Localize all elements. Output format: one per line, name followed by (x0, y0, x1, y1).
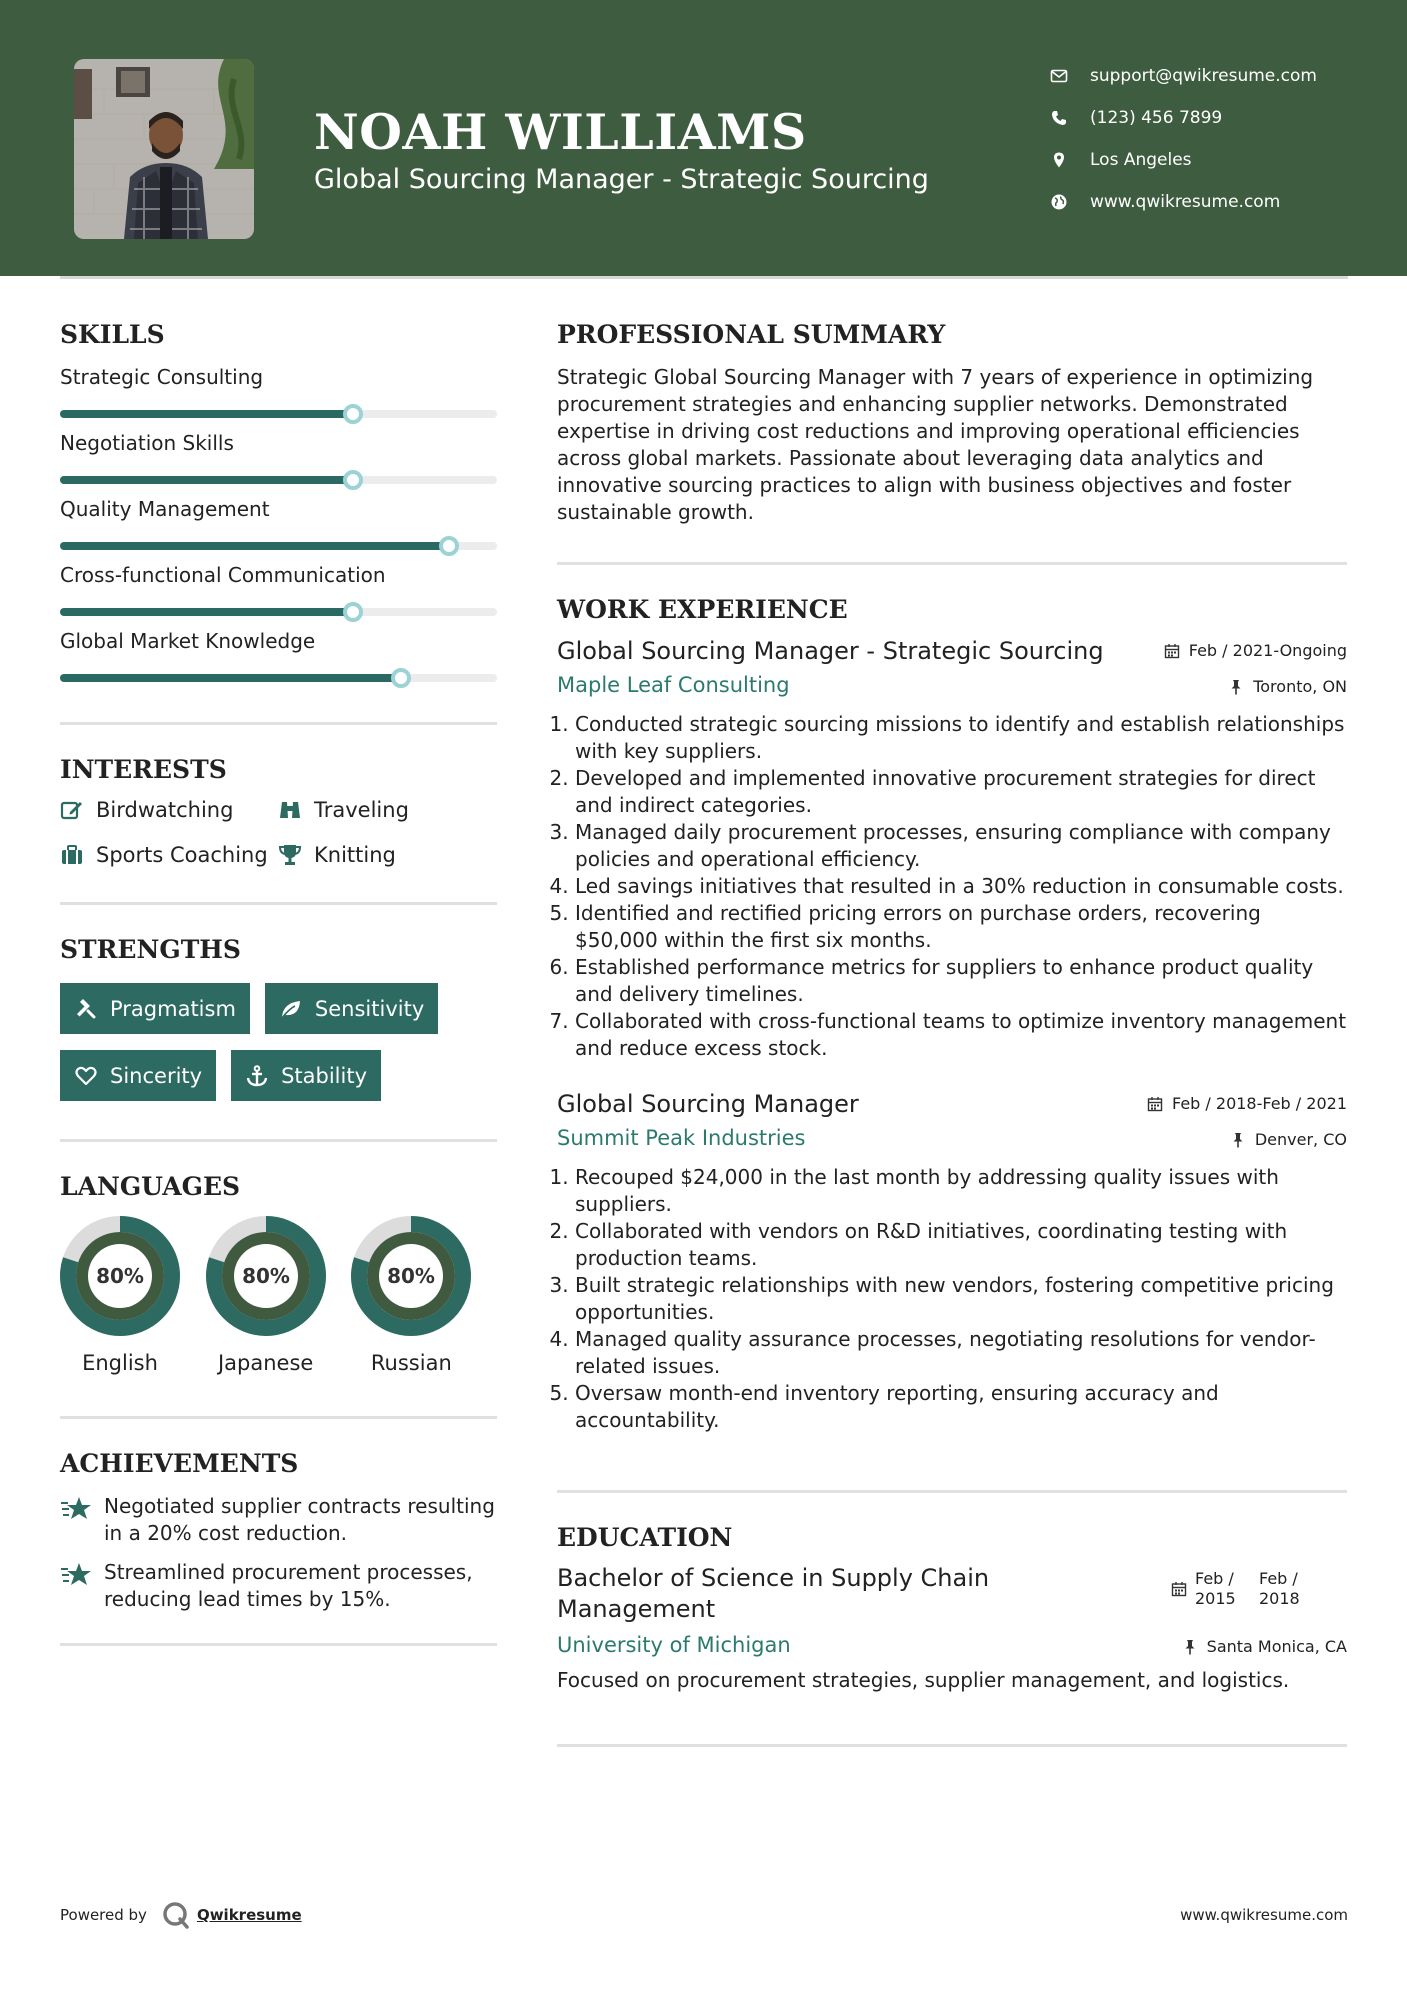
contact-location-text: Los Angeles (1090, 150, 1192, 170)
job-bullet: 1. Conducted strategic sourcing missions to identify and establish relationships with key suppliers. (575, 711, 1347, 765)
job-dates (1147, 1094, 1347, 1113)
leaf-icon (279, 997, 303, 1021)
contact-phone (1050, 97, 1380, 139)
language-item (206, 1216, 352, 1376)
strength-tag (60, 983, 250, 1034)
skills-list (60, 364, 497, 682)
skill-name: Negotiation Skills (60, 431, 234, 455)
job-location-text: Denver, CO (1254, 1130, 1347, 1149)
education-location-text: Santa Monica, CA (1206, 1637, 1347, 1656)
resume-header (0, 0, 1407, 276)
languages-list (60, 1216, 497, 1376)
language-name: Japanese (217, 1351, 314, 1375)
job-bullets (557, 1164, 1347, 1434)
header-divider (60, 276, 1348, 279)
calendar-icon (1164, 643, 1180, 659)
strengths-heading: STRENGTHS (60, 935, 241, 964)
skill-bar-fill (60, 410, 353, 418)
trophy-icon (278, 843, 302, 867)
skill-bar (60, 476, 497, 484)
strength-label: Pragmatism (110, 996, 236, 1021)
job-dates-text: Feb / 2021-Ongoing (1188, 641, 1347, 660)
job-bullet: 3. Built strategic relationships with new vendors, fostering competitive pricing opportunities. (575, 1272, 1347, 1326)
achievements-list (60, 1493, 497, 1613)
skill-name: Global Market Knowledge (60, 629, 316, 653)
interest-label: Knitting (314, 843, 396, 867)
job-location (1228, 677, 1347, 696)
job-bullet: 5. Oversaw month-end inventory reporting, ensuring accuracy and accountability. (575, 1380, 1347, 1434)
summary-text: Strategic Global Sourcing Manager with 7 years of experience in optimizing procurement strategies and enhancing supplier networks. Demonstrated expertise in driving cost reductions and improving operational efficiencies across global markets. Passionate about leveraging data analytics and innovative sourcing practices to align with business objectives and foster sustainable growth. (557, 365, 1314, 524)
qwikresume-link[interactable]: Qwikresume (196, 1906, 302, 1924)
education-end: Feb / 2018 (1259, 1569, 1300, 1608)
job-bullet: 7. Collaborated with cross-functional teams to optimize inventory management and reduce excess stock. (575, 1008, 1347, 1062)
job-bullet: 3. Managed daily procurement processes, ensuring compliance with company policies and operational efficiency. (575, 819, 1347, 873)
skill-name: Cross-functional Communication (60, 563, 386, 587)
section-divider (557, 562, 1347, 565)
education-school-row (557, 1633, 1347, 1663)
calendar-icon (1147, 1096, 1163, 1112)
education-description: Focused on procurement strategies, supplier management, and logistics. (557, 1668, 1290, 1692)
contact-phone-text: (123) 456 7899 (1090, 108, 1223, 128)
job-entry (557, 635, 1347, 1062)
edit-icon (60, 798, 84, 822)
education-heading: EDUCATION (557, 1523, 733, 1552)
job-bullet: 5. Identified and rectified pricing errors on purchase orders, recovering $50,000 within the first six months. (575, 900, 1347, 954)
section-divider (60, 1416, 497, 1419)
gavel-icon (74, 997, 98, 1021)
phone-icon (1050, 109, 1068, 127)
interest-item (278, 797, 497, 823)
skill-bar-knob (343, 470, 363, 490)
job-bullets (557, 711, 1347, 1062)
job-company-row (557, 673, 1347, 703)
anchor-icon (245, 1064, 269, 1088)
strength-tag (231, 1050, 381, 1101)
achievement-item (60, 1493, 497, 1547)
pushpin-icon (1228, 679, 1244, 695)
strengths-list (60, 983, 497, 1101)
skill-name: Quality Management (60, 497, 270, 521)
job-dates-text: Feb / 2018-Feb / 2021 (1172, 1094, 1347, 1113)
job-location-text: Toronto, ON (1253, 677, 1347, 696)
interest-item (60, 797, 278, 823)
candidate-name: NOAH WILLIAMS (314, 103, 807, 161)
skill-item (60, 364, 497, 418)
contact-website-text: www.qwikresume.com (1090, 192, 1281, 212)
pushpin-icon (1230, 1132, 1246, 1148)
experience-heading: WORK EXPERIENCE (557, 595, 848, 624)
achievement-item (60, 1559, 497, 1613)
contact-location (1050, 139, 1380, 181)
powered-by-label: Powered by (60, 1906, 147, 1924)
language-percent: 80% (387, 1264, 436, 1288)
education-entry (557, 1563, 1347, 1694)
interests-heading: INTERESTS (60, 755, 227, 784)
language-name: English (82, 1351, 158, 1375)
interest-item (278, 842, 497, 868)
skill-bar-fill (60, 608, 353, 616)
language-item (351, 1216, 497, 1376)
achievement-text: Streamlined procurement processes, reducing lead times by 15%. (104, 1560, 473, 1611)
summary-heading: PROFESSIONAL SUMMARY (557, 320, 946, 349)
interest-label: Traveling (314, 798, 409, 822)
language-percent: 80% (241, 1264, 290, 1288)
section-divider (60, 902, 497, 905)
strength-label: Sincerity (110, 1063, 203, 1088)
education-location (1182, 1637, 1347, 1656)
skill-item (60, 496, 497, 550)
skill-item (60, 430, 497, 484)
section-divider (60, 722, 497, 725)
candidate-role: Global Sourcing Manager - Strategic Sourcing (314, 164, 929, 195)
star-award-icon (60, 1495, 92, 1523)
education-degree: Bachelor of Science in Supply Chain Management (557, 1564, 990, 1623)
language-item (60, 1216, 206, 1376)
skill-bar (60, 410, 497, 418)
job-bullet: 2. Collaborated with vendors on R&D initiatives, coordinating testing with production teams. (575, 1218, 1347, 1272)
skills-heading: SKILLS (60, 320, 165, 349)
contact-list (1050, 55, 1380, 223)
skill-bar-fill (60, 476, 353, 484)
achievement-text: Negotiated supplier contracts resulting in a 20% cost reduction. (104, 1494, 495, 1545)
job-header (557, 635, 1347, 671)
section-divider (557, 1490, 1347, 1493)
skill-bar (60, 608, 497, 616)
job-header (557, 1088, 1347, 1124)
job-bullet: 1. Recouped $24,000 in the last month by addressing quality issues with suppliers. (575, 1164, 1347, 1218)
strength-tag (60, 1050, 216, 1101)
education-school: University of Michigan (557, 1633, 791, 1657)
right-column (557, 318, 1347, 1747)
contact-email-text: support@qwikresume.com (1090, 66, 1317, 86)
interest-label: Birdwatching (96, 798, 234, 822)
strength-label: Stability (281, 1063, 368, 1088)
skill-bar-knob (439, 536, 459, 556)
briefcase-icon (60, 843, 84, 867)
job-bullet: 6. Established performance metrics for suppliers to enhance product quality and delivery timelines. (575, 954, 1347, 1008)
strength-label: Sensitivity (314, 996, 425, 1021)
profile-photo (74, 59, 254, 239)
skill-bar (60, 674, 497, 682)
page-footer (60, 1898, 1348, 1932)
section-divider (60, 1643, 497, 1646)
skill-item (60, 628, 497, 682)
job-bullet: 4. Led savings initiatives that resulted in a 30% reduction in consumable costs. (575, 873, 1347, 900)
section-divider (557, 1744, 1347, 1747)
language-ring-chart (60, 1216, 180, 1336)
languages-heading: LANGUAGES (60, 1172, 241, 1201)
skill-name: Strategic Consulting (60, 365, 264, 389)
pushpin-icon (1182, 1639, 1198, 1655)
skill-item (60, 562, 497, 616)
footer-website[interactable]: www.qwikresume.com (1180, 1906, 1348, 1924)
job-company: Summit Peak Industries (557, 1126, 806, 1150)
contact-website[interactable] (1050, 181, 1380, 223)
envelope-icon (1050, 67, 1068, 85)
profile-photo-image (74, 59, 254, 239)
skill-bar-knob (343, 602, 363, 622)
interests-list (60, 797, 497, 868)
binoculars-icon (278, 798, 302, 822)
language-ring-chart (351, 1216, 471, 1336)
interest-item (60, 842, 278, 868)
job-dates (1164, 641, 1347, 660)
interest-label: Sports Coaching (96, 843, 268, 867)
globe-icon (1050, 193, 1068, 211)
language-name: Russian (370, 1351, 452, 1375)
job-title: Global Sourcing Manager - Strategic Sourcing (557, 637, 1104, 665)
job-company: Maple Leaf Consulting (557, 673, 790, 697)
contact-email[interactable] (1050, 55, 1380, 97)
skill-bar (60, 542, 497, 550)
skill-bar-knob (343, 404, 363, 424)
heart-icon (74, 1064, 98, 1088)
job-bullet: 4. Managed quality assurance processes, negotiating resolutions for vendor-related issues. (575, 1326, 1347, 1380)
skill-bar-fill (60, 542, 449, 550)
left-column (60, 318, 497, 1646)
star-award-icon (60, 1561, 92, 1589)
language-ring-chart (206, 1216, 326, 1336)
strength-tag (265, 983, 438, 1034)
job-title: Global Sourcing Manager (557, 1090, 859, 1118)
calendar-icon (1171, 1581, 1187, 1597)
education-dates (1171, 1569, 1323, 1609)
job-bullet: 2. Developed and implemented innovative procurement strategies for direct and indirect categories. (575, 765, 1347, 819)
qwikresume-logo-icon (161, 1900, 191, 1930)
section-divider (60, 1139, 497, 1142)
map-marker-icon (1050, 151, 1068, 169)
achievements-heading: ACHIEVEMENTS (60, 1449, 299, 1478)
skill-bar-fill (60, 674, 401, 682)
skill-bar-knob (391, 668, 411, 688)
job-location (1230, 1130, 1347, 1149)
job-entry (557, 1088, 1347, 1434)
job-company-row (557, 1126, 1347, 1156)
language-percent: 80% (96, 1264, 144, 1288)
education-start: Feb / 2015 (1195, 1569, 1236, 1608)
